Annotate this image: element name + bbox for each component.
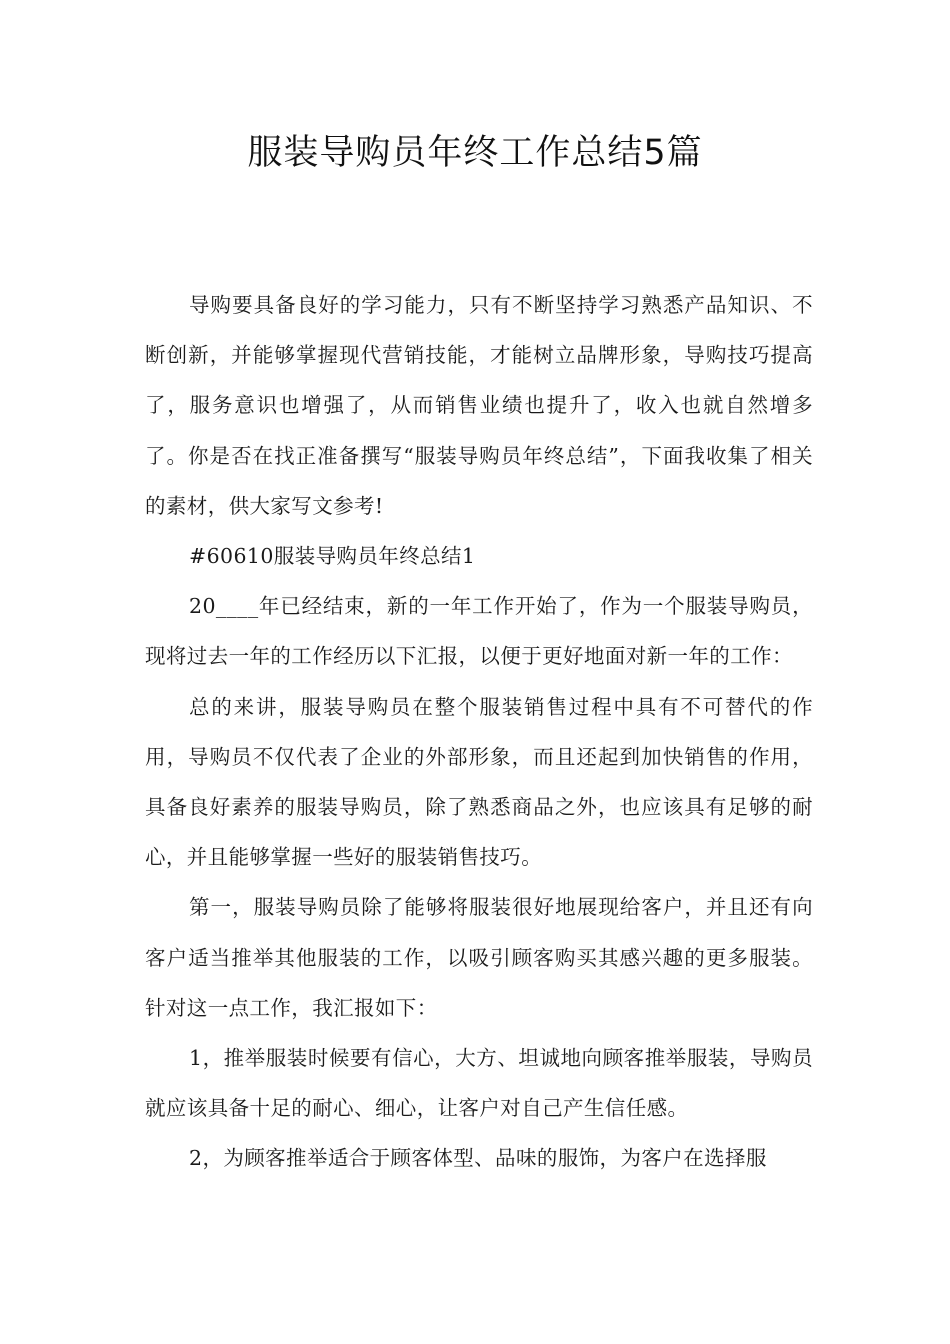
paragraph-intro: 导购要具备良好的学习能力，只有不断坚持学习熟悉产品知识、不断创新，并能够掌握现代营销技能，才能树立品牌形象，导购技巧提高了，服务意识也增强了，从而销售业绩也提升了，收入也就自然增多了。你是否在找正准备撰写“服装导购员年终总结”，下面我收集了相关的素材，供大家写文参考! — [145, 293, 813, 518]
list-item: 1，推举服装时候要有信心，大方、坦诚地向顾客推举服装，导购员就应该具备十足的耐心、细心，让客户对自己产生信任感。 — [145, 1046, 813, 1121]
paragraph: 20____年已经结束，新的一年工作开始了，作为一个服装导购员，现将过去一年的工作经历以下汇报，以便于更好地面对新一年的工作： — [145, 594, 813, 669]
paragraph: 总的来讲，服装导购员在整个服装销售过程中具有不可替代的作用，导购员不仅代表了企业的外部形象，而且还起到加快销售的作用，具备良好素养的服装导购员，除了熟悉商品之外，也应该具有足够的耐心，并且能够掌握一些好的服装销售技巧。 — [145, 694, 813, 870]
document-body — [145, 280, 813, 1184]
paragraph: 第一，服装导购员除了能够将服装很好地展现给客户，并且还有向客户适当推举其他服装的工作，以吸引顾客购买其感兴趣的更多服装。针对这一点工作，我汇报如下： — [145, 895, 813, 1020]
list-item: 2，为顾客推举适合于顾客体型、品味的服饰，为客户在选择服 — [189, 1146, 767, 1171]
document-title: 服装导购员年终工作总结5篇 — [247, 133, 703, 173]
section-heading: #60610服装导购员年终总结1 — [189, 544, 476, 569]
